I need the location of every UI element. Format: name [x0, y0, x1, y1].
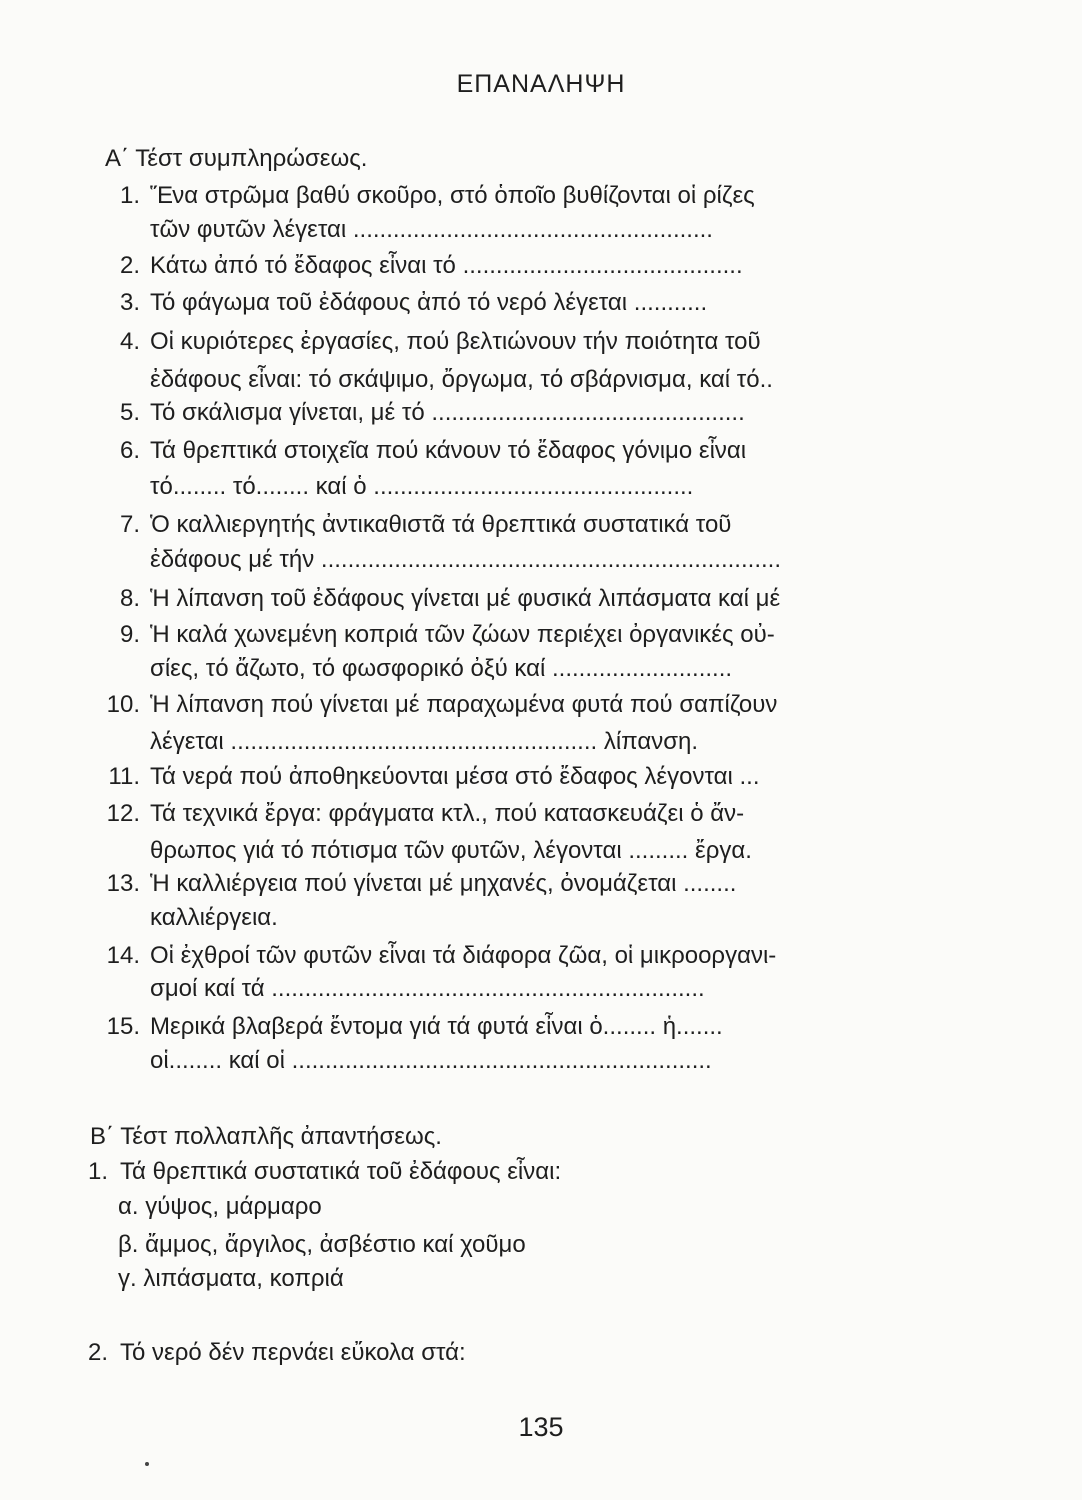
item-text: Τό φάγωμα τοῦ ἐδάφους ἀπό τό νερό λέγεται ...........: [150, 289, 708, 316]
item-text: Τό σκάλισμα γίνεται, μέ τό ...............................................: [150, 399, 745, 426]
item-text: σίες, τό ἄζωτο, τό φωσφορικό ὀξύ καί ...........................: [150, 655, 733, 682]
item-number: 13.: [106, 870, 140, 897]
item-number: 5.: [119, 399, 140, 426]
item-number: 9.: [119, 621, 140, 648]
answer-option: β. ἄμμος, ἄργιλος, ἀσβέστιο καί χοῦμο: [118, 1231, 526, 1258]
item-text: Ἡ λίπανση τοῦ ἐδάφους γίνεται μέ φυσικά λιπάσματα καί μέ: [150, 585, 781, 612]
item-number: 8.: [119, 585, 140, 612]
item-text: θρωπος γιά τό πότισμα τῶν φυτῶν, λέγονται ......... ἔργα.: [150, 837, 752, 864]
item-number: 1.: [119, 182, 140, 209]
item-text: ἐδάφους εἶναι: τό σκάψιμο, ὄργωμα, τό σβάρνισμα, καί τό..: [150, 366, 773, 393]
answer-option: γ. λιπάσματα, κοπριά: [118, 1265, 344, 1292]
question-number: 1.: [87, 1158, 108, 1185]
item-text: ἐδάφους μέ τήν .....................................................................: [150, 546, 781, 573]
item-text: λέγεται ....................................................... λίπανση.: [150, 728, 699, 755]
section-a-heading: Α΄ Τέστ συμπληρώσεως.: [105, 145, 368, 172]
item-text: σμοί καί τά .................................................................: [150, 975, 705, 1002]
item-text: Ἡ καλά χωνεμένη κοπριά τῶν ζώων περιέχει ὀργανικές οὐ-: [150, 621, 775, 648]
item-number: 12.: [106, 800, 140, 827]
section-b-heading: Β΄ Τέστ πολλαπλῆς ἀπαντήσεως.: [90, 1123, 442, 1150]
question-text: Τά θρεπτικά συστατικά τοῦ ἐδάφους εἶναι:: [120, 1158, 562, 1185]
item-text: Ἕνα στρῶμα βαθύ σκοῦρο, στό ὁποῖο βυθίζονται οἱ ρίζες: [150, 182, 755, 209]
question-number: 2.: [87, 1339, 108, 1366]
item-text: Μερικά βλαβερά ἔντομα γιά τά φυτά εἶναι ὁ........ ἡ.......: [150, 1013, 723, 1040]
answer-option: α. γύψος, μάρμαρο: [118, 1193, 322, 1220]
item-text: Κάτω ἀπό τό ἔδαφος εἶναι τό ..........................................: [150, 252, 743, 279]
item-text: Ὁ καλλιεργητής ἀντικαθιστᾶ τά θρεπτικά συστατικά τοῦ: [150, 511, 732, 538]
item-text: Ἡ καλλιέργεια πού γίνεται μέ μηχανές, ὀνομάζεται ........: [150, 870, 737, 897]
item-number: 10.: [106, 691, 140, 718]
item-text: οἱ........ καί οἱ ...............................................................: [150, 1047, 712, 1074]
item-number: 6.: [119, 437, 140, 464]
item-text: τό........ τό........ καί ὁ ................................................: [150, 473, 694, 500]
item-number: 2.: [119, 252, 140, 279]
page-title: ΕΠΑΝΑΛΗΨΗ: [456, 70, 626, 98]
question-text: Τό νερό δέν περνάει εὔκολα στά:: [120, 1339, 466, 1366]
item-text: Τά νερά πού ἀποθηκεύονται μέσα στό ἔδαφος λέγονται ...: [150, 763, 760, 790]
item-number: 3.: [119, 289, 140, 316]
item-number: 7.: [119, 511, 140, 538]
item-number: 4.: [119, 328, 140, 355]
ink-speck: [145, 1462, 149, 1466]
item-text: Τά θρεπτικά στοιχεῖα πού κάνουν τό ἔδαφος γόνιμο εἶναι: [150, 437, 747, 464]
item-number: 15.: [106, 1013, 140, 1040]
item-text: Οἱ ἐχθροί τῶν φυτῶν εἶναι τά διάφορα ζῶα, οἱ μικροοργανι-: [150, 942, 777, 969]
item-text: Τά τεχνικά ἔργα: φράγματα κτλ., πού κατασκευάζει ὁ ἄν-: [150, 800, 745, 827]
item-text: τῶν φυτῶν λέγεται ......................................................: [150, 216, 713, 243]
item-number: 11.: [108, 763, 140, 790]
item-text: Οἱ κυριότερες ἐργασίες, πού βελτιώνουν τήν ποιότητα τοῦ: [150, 328, 761, 355]
item-text: Ἡ λίπανση πού γίνεται μέ παραχωμένα φυτά πού σαπίζουν: [150, 691, 778, 718]
page-number: 135: [518, 1412, 564, 1442]
item-text: καλλιέργεια.: [150, 904, 278, 931]
item-number: 14.: [106, 942, 140, 969]
